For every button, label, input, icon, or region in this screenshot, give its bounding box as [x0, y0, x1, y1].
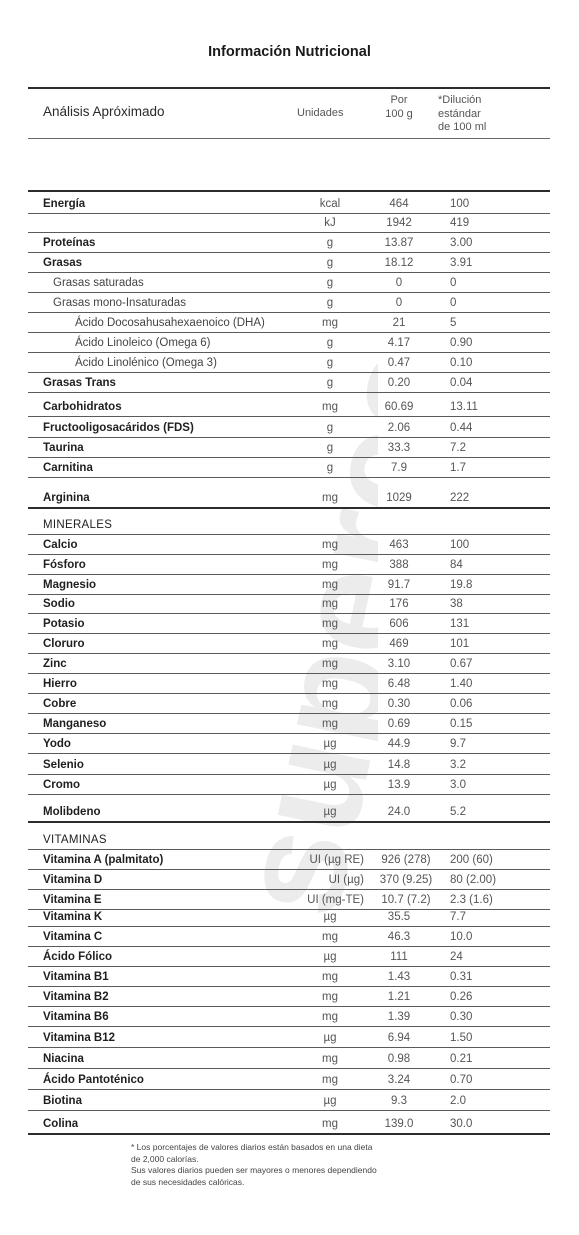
- vitamin-unit: µg: [323, 1095, 337, 1107]
- mineral-dilution: 0.15: [450, 718, 473, 730]
- nutrient-per-100g: 0.20: [387, 377, 411, 389]
- mineral-name: Potasio: [43, 618, 85, 630]
- footnote: * Los porcentajes de valores diarios están basados en una dieta de 2,000 calorías. Sus valores diarios pueden ser mayores o menores dependiendo de sus necesidades calóricas.: [131, 1142, 377, 1187]
- vitamin-per-100g: 926 (278): [381, 854, 431, 866]
- nutrient-per-100g: 1942: [386, 217, 412, 229]
- table-row: [28, 293, 550, 313]
- nutrient-dilution: 0.44: [450, 422, 473, 434]
- nutrient-dilution: 7.2: [450, 442, 466, 454]
- vitamin-per-100g: 10.7 (7.2): [381, 894, 431, 906]
- vitamin-row: [28, 1069, 550, 1090]
- vitamin-name: Biotina: [43, 1095, 82, 1107]
- page-title: Información Nutricional: [208, 44, 371, 60]
- mineral-unit: mg: [322, 559, 338, 571]
- vitamin-row: [28, 870, 550, 890]
- mineral-row: [28, 614, 550, 634]
- mineral-name: Calcio: [43, 539, 78, 551]
- table-row: [28, 417, 550, 438]
- mineral-row: [28, 535, 550, 555]
- nutrient-per-100g: 464: [389, 198, 409, 210]
- vitamin-per-100g: 46.3: [387, 931, 411, 943]
- nutrient-per-100g: 2.06: [387, 422, 411, 434]
- vitamin-dilution: 80 (2.00): [450, 874, 497, 886]
- mineral-unit: mg: [322, 579, 338, 591]
- nutrient-unit: mg: [322, 492, 338, 504]
- vitamin-unit: mg: [322, 971, 338, 983]
- vitamin-unit: mg: [322, 931, 338, 943]
- vitamin-name: Niacina: [43, 1053, 84, 1065]
- nutrient-dilution: 13.11: [450, 401, 478, 413]
- mineral-row: [28, 714, 550, 734]
- vitamin-per-100g: 370 (9.25): [379, 874, 433, 886]
- mineral-unit: µg: [323, 759, 337, 771]
- vitamin-name: Vitamina B2: [43, 991, 109, 1003]
- nutrient-name: Arginina: [43, 492, 90, 504]
- mineral-row: [28, 575, 550, 595]
- vitamin-row: [28, 890, 550, 910]
- header-dilution-line2: estándar: [438, 107, 481, 120]
- vitamin-name: Vitamina B1: [43, 971, 109, 983]
- vitamin-unit: µg: [323, 911, 337, 923]
- nutrient-dilution: 0.10: [450, 357, 473, 369]
- vitamin-row: [28, 850, 550, 870]
- nutrient-unit: g: [326, 422, 334, 434]
- vitamin-per-100g: 6.94: [387, 1032, 411, 1044]
- table-row: [28, 213, 550, 233]
- nutrient-per-100g: 1029: [386, 492, 412, 504]
- nutrient-per-100g: 0: [395, 277, 403, 289]
- nutrient-per-100g: 0: [395, 297, 403, 309]
- nutrient-per-100g: 0.47: [387, 357, 411, 369]
- mineral-row: [28, 674, 550, 694]
- vitamin-dilution: 7.7: [450, 911, 466, 923]
- nutrient-dilution: 3.00: [450, 237, 473, 249]
- mineral-row: [28, 754, 550, 775]
- nutrient-name: Proteínas: [43, 237, 96, 249]
- mineral-per-100g: 606: [389, 618, 409, 630]
- nutrient-per-100g: 33.3: [387, 442, 411, 454]
- header-units-label: Unidades: [297, 107, 344, 119]
- mineral-per-100g: 0.69: [387, 718, 411, 730]
- nutrient-dilution: 222: [450, 492, 470, 504]
- nutrient-dilution: 0: [450, 297, 457, 309]
- mineral-per-100g: 176: [389, 598, 409, 610]
- mineral-name: Cloruro: [43, 638, 85, 650]
- header-analysis-label: Análisis Apróximado: [43, 104, 165, 119]
- mineral-per-100g: 13.9: [387, 779, 411, 791]
- mineral-dilution: 38: [450, 598, 463, 610]
- mineral-row: [28, 734, 550, 754]
- table-row: [28, 253, 550, 273]
- mineral-per-100g: 24.0: [387, 806, 411, 818]
- nutrient-dilution: 0: [450, 277, 457, 289]
- mineral-name: Fósforo: [43, 559, 86, 571]
- mineral-per-100g: 14.8: [387, 759, 411, 771]
- mineral-per-100g: 469: [389, 638, 409, 650]
- vitamin-dilution: 0.21: [450, 1053, 473, 1065]
- mineral-per-100g: 3.10: [387, 658, 411, 670]
- nutrient-per-100g: 18.12: [384, 257, 414, 269]
- nutrient-per-100g: 4.17: [387, 337, 411, 349]
- vitamin-per-100g: 139.0: [384, 1118, 414, 1130]
- mineral-unit: mg: [322, 698, 338, 710]
- nutrient-name: Taurina: [43, 442, 84, 454]
- mineral-dilution: 9.7: [450, 738, 466, 750]
- nutrient-name: Ácido Linolénico (Omega 3): [75, 357, 217, 369]
- vitamin-dilution: 1.50: [450, 1032, 473, 1044]
- mineral-name: Yodo: [43, 738, 71, 750]
- nutrient-unit: g: [326, 442, 334, 454]
- table-row: [28, 393, 550, 417]
- vitamins-label: VITAMINAS: [43, 834, 107, 846]
- mineral-name: Cromo: [43, 779, 81, 791]
- mineral-unit: µg: [323, 806, 337, 818]
- nutrient-unit: g: [326, 337, 334, 349]
- vitamin-dilution: 0.26: [450, 991, 473, 1003]
- vitamin-unit: µg: [323, 951, 337, 963]
- nutrient-unit: g: [326, 462, 334, 474]
- mineral-per-100g: 6.48: [387, 678, 411, 690]
- header-dilution-line3: de 100 ml: [438, 121, 487, 133]
- table-row: [28, 333, 550, 353]
- vitamin-dilution: 24: [450, 951, 463, 963]
- vitamin-row: [28, 927, 550, 947]
- mineral-dilution: 101: [450, 638, 470, 650]
- vitamin-per-100g: 0.98: [387, 1053, 411, 1065]
- header-dilution-line1: *Dilución: [438, 94, 482, 106]
- mineral-row: [28, 795, 550, 823]
- vitamin-row: [28, 1090, 550, 1111]
- nutrient-dilution: 3.91: [450, 257, 473, 269]
- vitamin-name: Vitamina A (palmitato): [43, 854, 164, 866]
- mineral-name: Magnesio: [43, 579, 97, 591]
- mineral-row: [28, 634, 550, 654]
- nutrient-dilution: 0.04: [450, 377, 473, 389]
- mineral-name: Sodio: [43, 598, 75, 610]
- vitamin-dilution: 10.0: [450, 931, 473, 943]
- vitamin-dilution: 0.70: [450, 1074, 473, 1086]
- table-row: [28, 190, 550, 214]
- watermark-text: supercao: [218, 241, 378, 929]
- nutrient-name: Grasas: [43, 257, 83, 269]
- nutrient-unit: g: [326, 357, 334, 369]
- nutrient-unit: g: [326, 377, 334, 389]
- nutrient-name: Grasas saturadas: [53, 277, 144, 289]
- vitamin-per-100g: 1.43: [387, 971, 411, 983]
- mineral-per-100g: 91.7: [387, 579, 411, 591]
- mineral-dilution: 3.0: [450, 779, 466, 791]
- vitamin-row: [28, 910, 550, 927]
- vitamin-unit: UI (mg-TE): [307, 894, 364, 906]
- vitamin-name: Vitamina K: [43, 911, 103, 923]
- vitamin-row: [28, 947, 550, 967]
- nutrient-unit: g: [326, 297, 334, 309]
- vitamin-row: [28, 1007, 550, 1027]
- vitamin-name: Colina: [43, 1118, 79, 1130]
- vitamin-unit: mg: [322, 1053, 338, 1065]
- nutrient-name: Grasas Trans: [43, 377, 116, 389]
- table-row: [28, 233, 550, 253]
- nutrient-dilution: 5: [450, 317, 457, 329]
- nutrient-unit: g: [326, 237, 334, 249]
- nutrient-name: Carnitina: [43, 462, 93, 474]
- mineral-unit: mg: [322, 658, 338, 670]
- vitamin-unit: mg: [322, 991, 338, 1003]
- vitamin-name: Vitamina B6: [43, 1011, 109, 1023]
- nutrient-per-100g: 21: [392, 317, 406, 329]
- vitamin-name: Vitamina D: [43, 874, 103, 886]
- nutrient-dilution: 1.7: [450, 462, 466, 474]
- nutrient-name: Fructooligosacáridos (FDS): [43, 422, 194, 434]
- vitamin-row: [28, 1027, 550, 1048]
- mineral-name: Zinc: [43, 658, 67, 670]
- mineral-dilution: 5.2: [450, 806, 466, 818]
- nutrient-dilution: 419: [450, 217, 470, 229]
- vitamin-row: [28, 967, 550, 987]
- vitamin-unit: mg: [322, 1011, 338, 1023]
- mineral-dilution: 100: [450, 539, 470, 551]
- header-per-line2: 100 g: [385, 107, 413, 120]
- nutrient-dilution: 0.90: [450, 337, 473, 349]
- header-per-line1: Por: [390, 94, 408, 106]
- nutrient-per-100g: 60.69: [384, 401, 414, 413]
- vitamin-per-100g: 35.5: [387, 911, 411, 923]
- mineral-per-100g: 388: [389, 559, 409, 571]
- table-row: [28, 313, 550, 333]
- vitamin-dilution: 2.0: [450, 1095, 466, 1107]
- mineral-dilution: 19.8: [450, 579, 473, 591]
- mineral-unit: mg: [322, 598, 338, 610]
- table-row: [28, 478, 550, 509]
- vitamin-unit: µg: [323, 1032, 337, 1044]
- vitamin-row: [28, 1111, 550, 1135]
- mineral-row: [28, 654, 550, 674]
- nutrient-unit: mg: [322, 401, 338, 413]
- mineral-dilution: 84: [450, 559, 463, 571]
- mineral-dilution: 131: [450, 618, 470, 630]
- mineral-unit: mg: [322, 718, 338, 730]
- mineral-row: [28, 775, 550, 795]
- vitamin-name: Vitamina C: [43, 931, 103, 943]
- nutrient-unit: kJ: [324, 217, 336, 229]
- vitamin-name: Ácido Pantoténico: [43, 1074, 144, 1086]
- vitamin-per-100g: 111: [390, 951, 408, 963]
- mineral-unit: mg: [322, 618, 338, 630]
- mineral-unit: mg: [322, 678, 338, 690]
- mineral-unit: mg: [322, 539, 338, 551]
- mineral-unit: µg: [323, 779, 337, 791]
- vitamin-per-100g: 9.3: [391, 1095, 407, 1107]
- table-row: [28, 373, 550, 393]
- mineral-dilution: 0.67: [450, 658, 473, 670]
- mineral-row: [28, 694, 550, 714]
- nutrient-name: Ácido Linoleico (Omega 6): [75, 337, 211, 349]
- mineral-row: [28, 555, 550, 575]
- vitamin-row: [28, 1048, 550, 1069]
- nutrient-name: Ácido Docosahusahexaenoico (DHA): [75, 317, 265, 329]
- vitamin-row: [28, 987, 550, 1007]
- vitamins-section-header: [28, 824, 550, 850]
- nutrient-unit: kcal: [319, 198, 341, 210]
- vitamin-unit: mg: [322, 1074, 338, 1086]
- nutrient-unit: g: [326, 277, 334, 289]
- vitamin-dilution: 0.31: [450, 971, 473, 983]
- table-row: [28, 438, 550, 458]
- mineral-dilution: 3.2: [450, 759, 466, 771]
- mineral-name: Selenio: [43, 759, 84, 771]
- nutrient-name: Energía: [43, 198, 86, 210]
- mineral-unit: mg: [322, 638, 338, 650]
- nutrient-per-100g: 13.87: [384, 237, 414, 249]
- vitamin-dilution: 2.3 (1.6): [450, 894, 493, 906]
- vitamin-unit: mg: [322, 1118, 338, 1130]
- mineral-per-100g: 44.9: [387, 738, 411, 750]
- nutrient-unit: g: [326, 257, 334, 269]
- vitamin-dilution: 30.0: [450, 1118, 473, 1130]
- mineral-unit: µg: [323, 738, 337, 750]
- vitamin-unit: UI (µg RE): [309, 854, 364, 866]
- nutrient-unit: mg: [322, 317, 338, 329]
- nutrient-name: Carbohidratos: [43, 401, 122, 413]
- vitamin-name: Vitamina E: [43, 894, 102, 906]
- mineral-row: [28, 595, 550, 614]
- mineral-dilution: 0.06: [450, 698, 473, 710]
- nutrient-per-100g: 7.9: [391, 462, 407, 474]
- mineral-dilution: 1.40: [450, 678, 473, 690]
- mineral-name: Hierro: [43, 678, 77, 690]
- mineral-per-100g: 463: [389, 539, 409, 551]
- table-row: [28, 353, 550, 373]
- mineral-name: Molibdeno: [43, 806, 101, 818]
- minerals-label: MINERALES: [43, 519, 113, 531]
- vitamin-per-100g: 1.39: [387, 1011, 411, 1023]
- nutrient-name: Grasas mono-Insaturadas: [53, 297, 186, 309]
- vitamin-name: Vitamina B12: [43, 1032, 116, 1044]
- mineral-name: Manganeso: [43, 718, 107, 730]
- vitamin-unit: UI (µg): [328, 874, 364, 886]
- table-row: [28, 458, 550, 478]
- vitamin-per-100g: 3.24: [387, 1074, 411, 1086]
- vitamin-per-100g: 1.21: [387, 991, 411, 1003]
- table-row: [28, 273, 550, 293]
- minerals-section-header: [28, 510, 550, 535]
- vitamin-dilution: 0.30: [450, 1011, 473, 1023]
- nutrient-dilution: 100: [450, 198, 470, 210]
- mineral-per-100g: 0.30: [387, 698, 411, 710]
- vitamin-dilution: 200 (60): [450, 854, 493, 866]
- mineral-name: Cobre: [43, 698, 77, 710]
- vitamin-name: Ácido Fólico: [43, 951, 112, 963]
